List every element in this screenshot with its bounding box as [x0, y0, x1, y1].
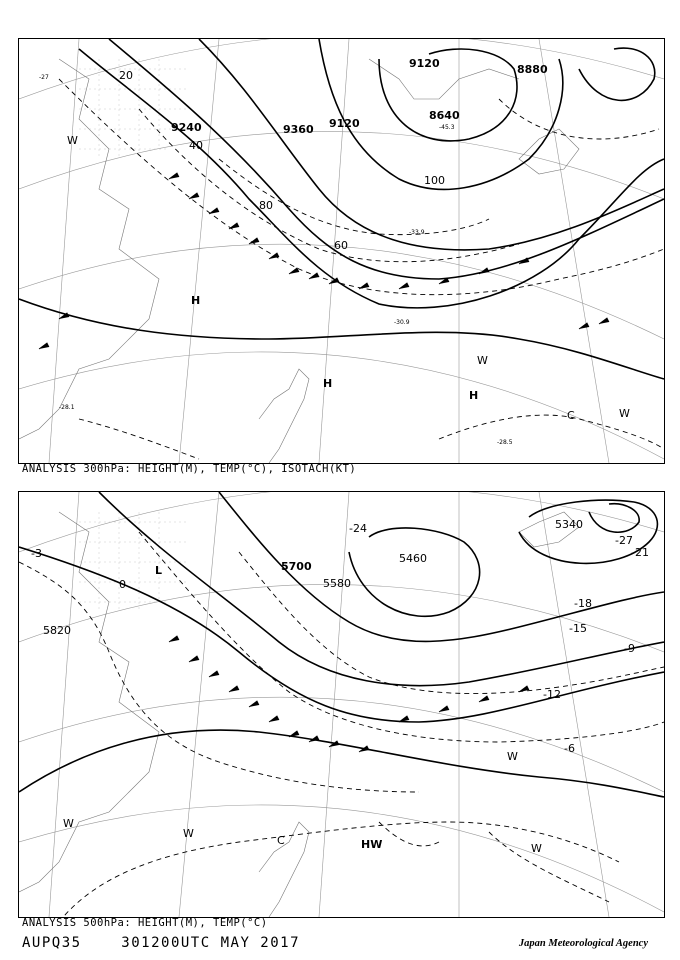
isotherm-label-minus-12: -12	[543, 688, 561, 701]
height-label-5580: 5580	[323, 577, 351, 590]
lower-warm-marker-3: W	[507, 750, 518, 763]
height-label-5820: 5820	[43, 624, 71, 637]
isotach-label-20: 20	[119, 69, 133, 82]
upper-chart-canvas	[19, 39, 664, 463]
chart-id-and-time	[22, 935, 300, 951]
isotherm-label-minus-24: -24	[349, 522, 367, 535]
height-label-5460: 5460	[399, 552, 427, 565]
isotach-label-40: 40	[189, 139, 203, 152]
height-label-8880: 8880	[517, 63, 548, 76]
isotherm-label-minus-6: -6	[564, 742, 575, 755]
lower-warm-marker-4: W	[531, 842, 542, 855]
upper-chart-300hpa	[18, 38, 665, 464]
upper-cold-marker: C	[567, 409, 575, 422]
upper-temp-label-4: -28.5	[497, 439, 513, 446]
lower-isotherm-labels	[31, 522, 649, 755]
upper-wind-barbs	[39, 173, 609, 349]
isotherm-label-minus-15: -15	[569, 622, 587, 635]
upper-temp-label-1: -27	[39, 74, 49, 81]
upper-stipple	[79, 59, 189, 159]
lower-stipple	[79, 512, 189, 612]
lower-system-markers	[63, 564, 542, 855]
isotach-label-80: 80	[259, 199, 273, 212]
isotach-label-60: 60	[334, 239, 348, 252]
upper-isotachs	[59, 79, 664, 459]
height-label-5700: 5700	[281, 560, 312, 573]
upper-temp-label-5: -33.9	[409, 229, 425, 236]
isotherm-label-minus-3: -3	[31, 547, 42, 560]
lower-low-marker: L	[155, 564, 163, 577]
height-label-9240: 9240	[171, 121, 202, 134]
upper-warm-marker-3: W	[619, 407, 630, 420]
lower-high-warm-marker: HW	[361, 838, 383, 851]
height-label-9360: 9360	[283, 123, 314, 136]
upper-station-temps	[39, 74, 513, 446]
lower-cold-marker: C	[277, 834, 285, 847]
chart-datetime: 301200UTC MAY 2017	[121, 935, 301, 951]
upper-high-marker-2: H	[323, 377, 333, 390]
lower-graticule	[19, 492, 664, 917]
height-label-8640: 8640	[429, 109, 460, 122]
isotherm-label-minus-21: -21	[631, 546, 649, 559]
upper-system-markers	[67, 134, 630, 422]
lower-chart-500hpa	[18, 491, 665, 918]
upper-temp-label-3: -30.9	[394, 319, 410, 326]
upper-warm-marker-2: W	[477, 354, 488, 367]
lower-warm-marker-2: W	[63, 817, 74, 830]
isotherm-label-minus-27: -27	[615, 534, 633, 547]
lower-chart-caption: ANALYSIS 500hPa: HEIGHT(M), TEMP(°C)	[22, 917, 268, 929]
upper-high-marker-1: H	[191, 294, 201, 307]
chart-code: AUPQ35	[22, 935, 82, 951]
upper-temp-label-2: -28.1	[59, 404, 75, 411]
isotherm-label-0: 0	[119, 578, 126, 591]
lower-chart-canvas	[19, 492, 664, 917]
upper-temp-label-6: -45.3	[439, 124, 455, 131]
upper-high-marker-3: H	[469, 389, 479, 402]
upper-chart-caption: ANALYSIS 300hPa: HEIGHT(M), TEMP(°C), ISOTACH(KT)	[22, 463, 357, 475]
height-label-9120-north: 9120	[409, 57, 440, 70]
upper-warm-marker-1: W	[67, 134, 78, 147]
isotherm-label-minus-18: -18	[574, 597, 592, 610]
isotherm-label-minus-9: -9	[624, 642, 635, 655]
height-label-9120: 9120	[329, 117, 360, 130]
upper-coastline	[19, 59, 579, 463]
isotach-label-100: 100	[424, 174, 445, 187]
upper-isotach-labels	[119, 69, 445, 252]
issuing-agency: Japan Meteorological Agency	[518, 938, 648, 949]
lower-warm-marker-1: W	[183, 827, 194, 840]
height-label-5340: 5340	[555, 518, 583, 531]
